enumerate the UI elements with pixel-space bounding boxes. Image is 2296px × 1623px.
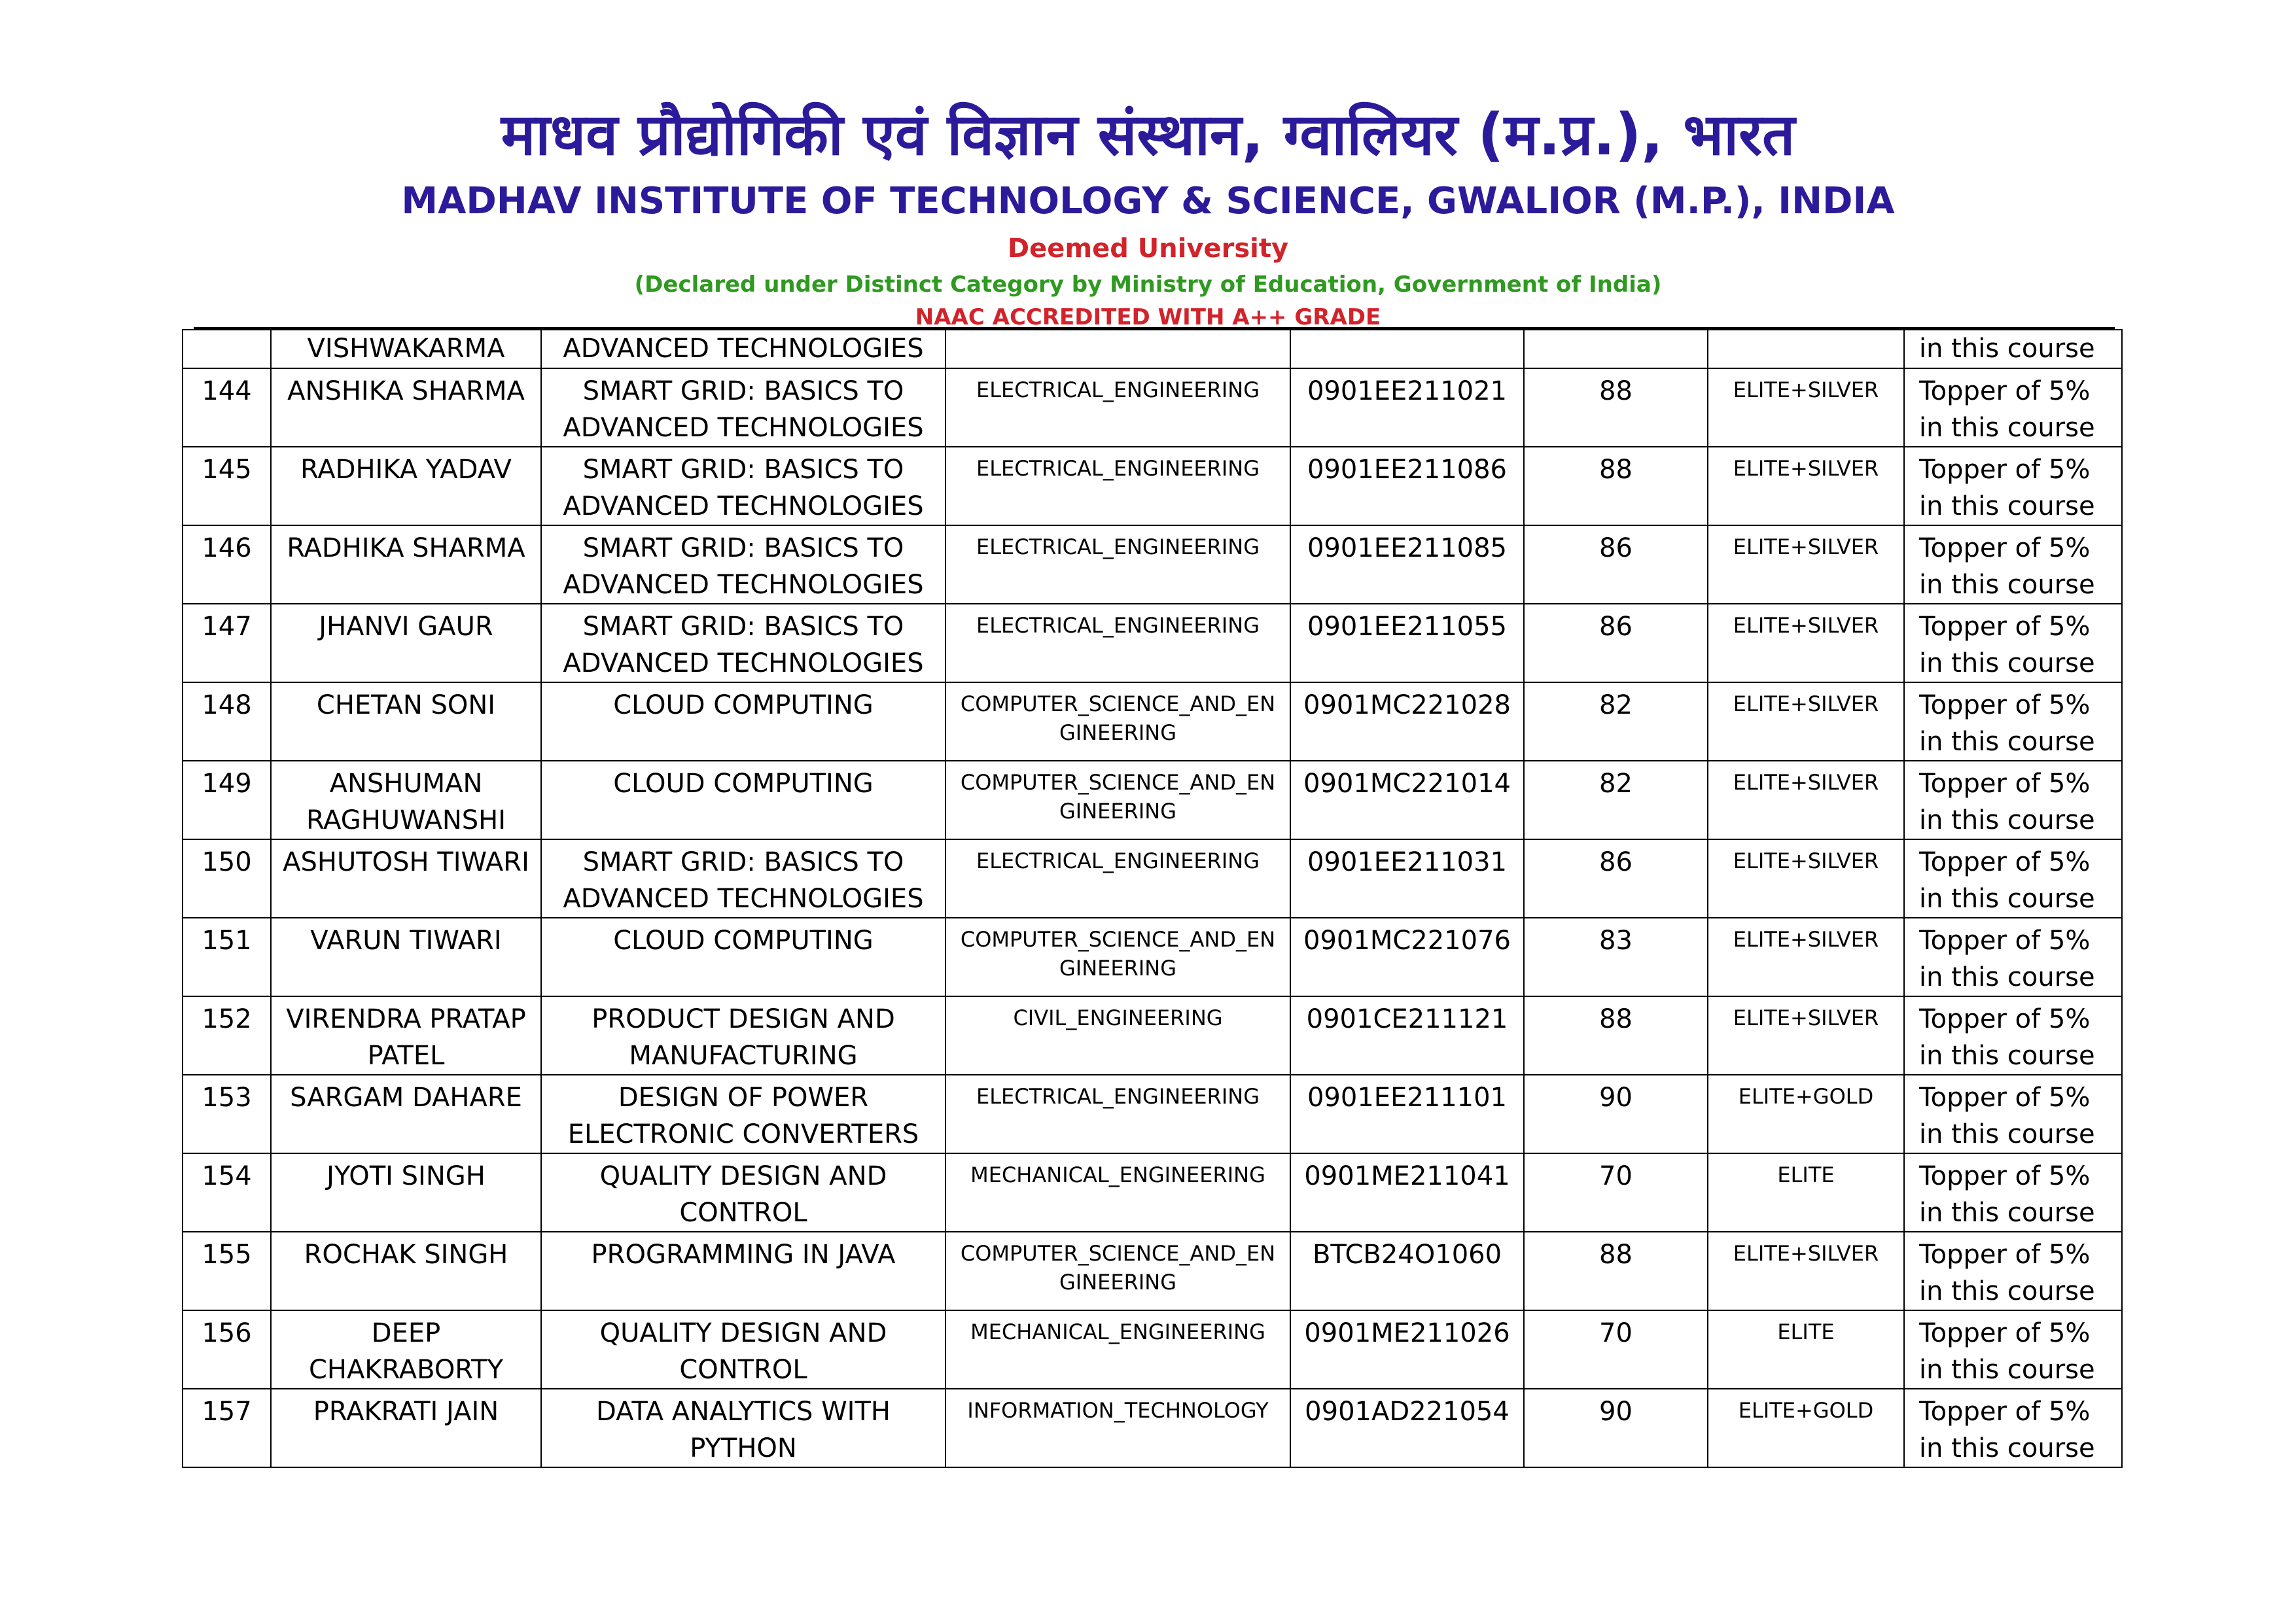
cell-remark: Topper of 5% in this course: [1904, 368, 2122, 447]
cell-course: DESIGN OF POWER ELECTRONIC CONVERTERS: [541, 1075, 945, 1153]
cell-course: SMART GRID: BASICS TO ADVANCED TECHNOLOGIES: [541, 839, 945, 918]
cell-name: ROCHAK SINGH: [271, 1232, 541, 1310]
cell-enrollment: 0901MC221076: [1290, 918, 1524, 996]
table-row: [183, 918, 2122, 996]
cell-score: 70: [1524, 1310, 1708, 1389]
naac-accreditation-label: NAAC ACCREDITED WITH A++ GRADE: [915, 304, 1381, 330]
cell-name: VISHWAKARMA: [271, 330, 541, 368]
table-row: [183, 1310, 2122, 1389]
cell-remark: Topper of 5% in this course: [1904, 604, 2122, 682]
cell-score: 88: [1524, 1232, 1708, 1310]
cell-score: 83: [1524, 918, 1708, 996]
cell-name: VARUN TIWARI: [271, 918, 541, 996]
cell-sno: 155: [183, 1232, 271, 1310]
cell-sno: 152: [183, 996, 271, 1075]
cell-remark: Topper of 5% in this course: [1904, 1310, 2122, 1389]
cell-enrollment: 0901EE211086: [1290, 447, 1524, 525]
cell-remark: Topper of 5% in this course: [1904, 996, 2122, 1075]
cell-course: PRODUCT DESIGN AND MANUFACTURING: [541, 996, 945, 1075]
cell-remark: Topper of 5% in this course: [1904, 761, 2122, 839]
cell-sno: 145: [183, 447, 271, 525]
cell-remark: Topper of 5% in this course: [1904, 447, 2122, 525]
table-row: [183, 1075, 2122, 1153]
cell-enrollment: 0901CE211121: [1290, 996, 1524, 1075]
cell-course: SMART GRID: BASICS TO ADVANCED TECHNOLOGIES: [541, 525, 945, 604]
cell-certificate: ELITE: [1708, 1310, 1904, 1389]
cell-name: ANSHUMAN RAGHUWANSHI: [271, 761, 541, 839]
cell-discipline: COMPUTER_SCIENCE_AND_EN GINEERING: [945, 682, 1290, 761]
cell-certificate: ELITE+SILVER: [1708, 368, 1904, 447]
cell-sno: 154: [183, 1153, 271, 1232]
cell-enrollment: 0901EE211031: [1290, 839, 1524, 918]
table-row: [183, 525, 2122, 604]
cell-discipline: [945, 330, 1290, 368]
cell-score: [1524, 330, 1708, 368]
cell-name: CHETAN SONI: [271, 682, 541, 761]
table-row: [183, 447, 2122, 525]
cell-certificate: ELITE+SILVER: [1708, 525, 1904, 604]
results-table-body: [183, 330, 2122, 1467]
cell-course: SMART GRID: BASICS TO ADVANCED TECHNOLOGIES: [541, 447, 945, 525]
cell-sno: 150: [183, 839, 271, 918]
cell-enrollment: 0901EE211085: [1290, 525, 1524, 604]
cell-certificate: ELITE+SILVER: [1708, 918, 1904, 996]
cell-name: RADHIKA SHARMA: [271, 525, 541, 604]
cell-course: QUALITY DESIGN AND CONTROL: [541, 1310, 945, 1389]
cell-enrollment: 0901EE211101: [1290, 1075, 1524, 1153]
cell-course: PROGRAMMING IN JAVA: [541, 1232, 945, 1310]
cell-course: SMART GRID: BASICS TO ADVANCED TECHNOLOGIES: [541, 368, 945, 447]
cell-remark: Topper of 5% in this course: [1904, 839, 2122, 918]
cell-enrollment: 0901MC221014: [1290, 761, 1524, 839]
cell-remark: in this course: [1904, 330, 2122, 368]
cell-course: ADVANCED TECHNOLOGIES: [541, 330, 945, 368]
cell-discipline: COMPUTER_SCIENCE_AND_EN GINEERING: [945, 1232, 1290, 1310]
cell-score: 90: [1524, 1075, 1708, 1153]
cell-remark: Topper of 5% in this course: [1904, 918, 2122, 996]
table-row: [183, 682, 2122, 761]
cell-sno: 156: [183, 1310, 271, 1389]
cell-score: 70: [1524, 1153, 1708, 1232]
table-row: [183, 368, 2122, 447]
cell-course: SMART GRID: BASICS TO ADVANCED TECHNOLOGIES: [541, 604, 945, 682]
cell-sno: 157: [183, 1389, 271, 1467]
cell-remark: Topper of 5% in this course: [1904, 1389, 2122, 1467]
cell-certificate: ELITE+SILVER: [1708, 604, 1904, 682]
cell-course: DATA ANALYTICS WITH PYTHON: [541, 1389, 945, 1467]
cell-discipline: CIVIL_ENGINEERING: [945, 996, 1290, 1075]
cell-enrollment: 0901EE211021: [1290, 368, 1524, 447]
cell-enrollment: 0901MC221028: [1290, 682, 1524, 761]
cell-sno: 146: [183, 525, 271, 604]
cell-discipline: INFORMATION_TECHNOLOGY: [945, 1389, 1290, 1467]
cell-enrollment: 0901AD221054: [1290, 1389, 1524, 1467]
cell-course: QUALITY DESIGN AND CONTROL: [541, 1153, 945, 1232]
cell-name: JYOTI SINGH: [271, 1153, 541, 1232]
cell-score: 82: [1524, 682, 1708, 761]
cell-enrollment: 0901ME211041: [1290, 1153, 1524, 1232]
cell-certificate: ELITE+SILVER: [1708, 447, 1904, 525]
cell-course: CLOUD COMPUTING: [541, 918, 945, 996]
cell-score: 88: [1524, 368, 1708, 447]
cell-enrollment: 0901ME211026: [1290, 1310, 1524, 1389]
cell-remark: Topper of 5% in this course: [1904, 682, 2122, 761]
table-row: [183, 1389, 2122, 1467]
table-row: [183, 604, 2122, 682]
cell-score: 86: [1524, 525, 1708, 604]
cell-certificate: ELITE+SILVER: [1708, 839, 1904, 918]
cell-score: 82: [1524, 761, 1708, 839]
cell-name: SARGAM DAHARE: [271, 1075, 541, 1153]
cell-discipline: ELECTRICAL_ENGINEERING: [945, 447, 1290, 525]
cell-remark: Topper of 5% in this course: [1904, 1232, 2122, 1310]
results-table: [182, 329, 2123, 1468]
declared-category-label: (Declared under Distinct Category by Ministry of Education, Government of India): [634, 271, 1662, 298]
cell-discipline: MECHANICAL_ENGINEERING: [945, 1153, 1290, 1232]
cell-certificate: ELITE: [1708, 1153, 1904, 1232]
table-row: [183, 1232, 2122, 1310]
cell-certificate: [1708, 330, 1904, 368]
institute-title-english: MADHAV INSTITUTE OF TECHNOLOGY & SCIENCE, GWALIOR (M.P.), INDIA: [401, 180, 1895, 222]
continuation-row: [183, 330, 2122, 368]
cell-discipline: ELECTRICAL_ENGINEERING: [945, 839, 1290, 918]
cell-certificate: ELITE+GOLD: [1708, 1075, 1904, 1153]
cell-discipline: ELECTRICAL_ENGINEERING: [945, 1075, 1290, 1153]
cell-score: 88: [1524, 447, 1708, 525]
cell-enrollment: 0901EE211055: [1290, 604, 1524, 682]
cell-discipline: MECHANICAL_ENGINEERING: [945, 1310, 1290, 1389]
institute-title-hindi: माधव प्रौद्योगिकी एवं विज्ञान संस्थान, ग्वालियर (म.प्र.), भारत: [501, 101, 1795, 168]
cell-name: JHANVI GAUR: [271, 604, 541, 682]
cell-score: 90: [1524, 1389, 1708, 1467]
cell-enrollment: [1290, 330, 1524, 368]
cell-name: ASHUTOSH TIWARI: [271, 839, 541, 918]
cell-name: RADHIKA YADAV: [271, 447, 541, 525]
cell-certificate: ELITE+SILVER: [1708, 1232, 1904, 1310]
cell-discipline: COMPUTER_SCIENCE_AND_EN GINEERING: [945, 918, 1290, 996]
cell-enrollment: BTCB24O1060: [1290, 1232, 1524, 1310]
cell-score: 88: [1524, 996, 1708, 1075]
cell-course: CLOUD COMPUTING: [541, 761, 945, 839]
table-row: [183, 761, 2122, 839]
cell-certificate: ELITE+SILVER: [1708, 682, 1904, 761]
cell-remark: Topper of 5% in this course: [1904, 1075, 2122, 1153]
cell-sno: 153: [183, 1075, 271, 1153]
table-row: [183, 1153, 2122, 1232]
cell-discipline: ELECTRICAL_ENGINEERING: [945, 604, 1290, 682]
cell-sno: 151: [183, 918, 271, 996]
cell-discipline: COMPUTER_SCIENCE_AND_EN GINEERING: [945, 761, 1290, 839]
cell-remark: Topper of 5% in this course: [1904, 525, 2122, 604]
deemed-university-label: Deemed University: [1007, 234, 1289, 264]
cell-certificate: ELITE+SILVER: [1708, 996, 1904, 1075]
cell-name: DEEP CHAKRABORTY: [271, 1310, 541, 1389]
cell-name: ANSHIKA SHARMA: [271, 368, 541, 447]
cell-discipline: ELECTRICAL_ENGINEERING: [945, 368, 1290, 447]
cell-sno: 149: [183, 761, 271, 839]
cell-sno: 144: [183, 368, 271, 447]
cell-name: PRAKRATI JAIN: [271, 1389, 541, 1467]
cell-score: 86: [1524, 604, 1708, 682]
cell-discipline: ELECTRICAL_ENGINEERING: [945, 525, 1290, 604]
cell-certificate: ELITE+SILVER: [1708, 761, 1904, 839]
cell-sno: 148: [183, 682, 271, 761]
cell-sno: 147: [183, 604, 271, 682]
cell-score: 86: [1524, 839, 1708, 918]
table-row: [183, 839, 2122, 918]
cell-certificate: ELITE+GOLD: [1708, 1389, 1904, 1467]
table-row: [183, 996, 2122, 1075]
cell-course: CLOUD COMPUTING: [541, 682, 945, 761]
cell-remark: Topper of 5% in this course: [1904, 1153, 2122, 1232]
cell-name: VIRENDRA PRATAP PATEL: [271, 996, 541, 1075]
cell-sno: [183, 330, 271, 368]
page-header: [0, 98, 2296, 334]
